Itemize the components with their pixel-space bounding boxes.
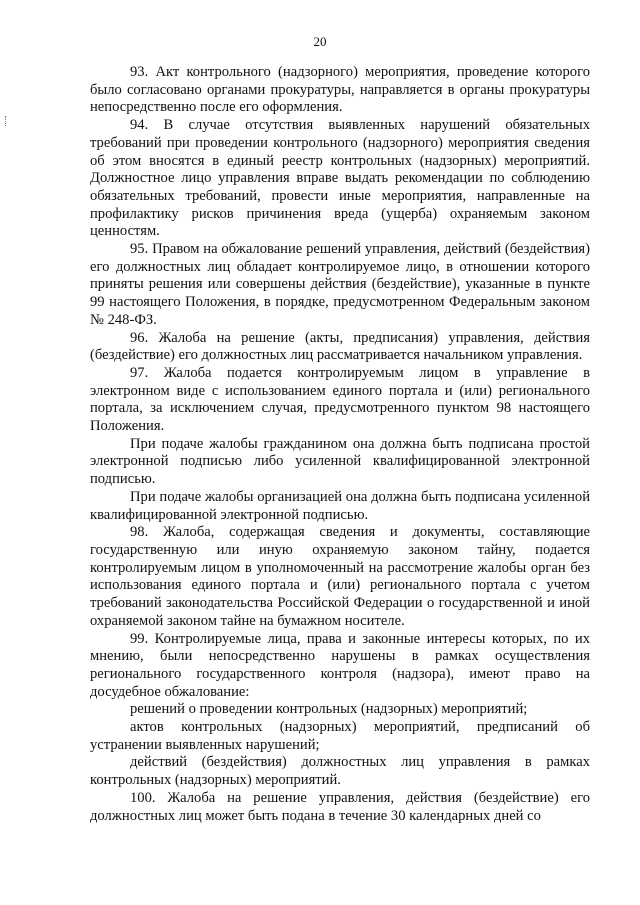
paragraph-99: 99. Контролируемые лица, права и законные интересы которых, по их мнению, были непосредственно нарушены в рамках осуществления регионального государственного контроля (надзора), имеют право на досудебное обжалование:: [90, 630, 590, 700]
paragraph-97-citizen: При подаче жалобы гражданином она должна быть подписана простой электронной подписью либо усиленной квалифицированной электронной подписью.: [90, 435, 590, 488]
paragraph-95: 95. Правом на обжалование решений управления, действий (бездействия) его должностных лиц обладает контролируемое лицо, в отношении которого приняты решения или совершены действия (бездействие), указанные в пункте 99 настоящего Положения, в порядке, предусмотренном Федеральным законом № 248-ФЗ.: [90, 241, 590, 328]
paragraph-97: 97. Жалоба подается контролируемым лицом в управление в электронном виде с использованием единого портала и (или) регионального портала, за исключением случая, предусмотренного пунктом 98 настоящего Положения.: [90, 364, 590, 435]
paragraph-96: 96. Жалоба на решение (акты, предписания) управления, действия (бездействие) его должностных лиц рассматривается начальником управления.: [90, 329, 590, 364]
page-number: 20: [313, 34, 327, 49]
paragraph-93: 93. Акт контрольного (надзорного) мероприятия, проведение которого было согласовано органами прокуратуры, направляется в органы прокуратуры непосредственно после его оформления.: [90, 64, 590, 116]
paragraph-98: 98. Жалоба, содержащая сведения и документы, составляющие государственную или иную охраняемую законом тайну, подается контролируемым лицом в уполномоченный на рассмотрение жалобы орган без использования единого портала и (или) регионального портала с учетом требований законодательства Российской Федерации о государственной и иной охраняемой законом тайне на бумажном носителе.: [90, 524, 590, 629]
list-item-decisions: решений о проведении контрольных (надзорных) мероприятий;: [130, 701, 528, 718]
list-item-acts: актов контрольных (надзорных) мероприятий, предписаний об устранении выявленных нарушений;: [90, 719, 590, 753]
paragraph-97-organization: При подаче жалобы организацией она должна быть подписана усиленной квалифицированной электронной подписью.: [90, 488, 590, 523]
document-body: [90, 64, 590, 825]
paragraph-94: 94. В случае отсутствия выявленных нарушений обязательных требований при проведении контрольного (надзорного) мероприятия сведения об этом вносятся в единый реестр контрольных (надзорных) мероприятий. Должностное лицо управления вправе выдать рекомендации по соблюдению обязательных требований, провести иные мероприятия, направленные на профилактику рисков причинения вреда (ущерба) охраняемым законом ценностям.: [90, 117, 590, 240]
paragraph-100: 100. Жалоба на решение управления, действия (бездействие) его должностных лиц может быть подана в течение 30 календарных дней со: [90, 789, 590, 824]
margin-mark: [5, 116, 7, 126]
list-item-actions: действий (бездействия) должностных лиц управления в рамках контрольных (надзорных) мероприятий.: [90, 754, 590, 789]
